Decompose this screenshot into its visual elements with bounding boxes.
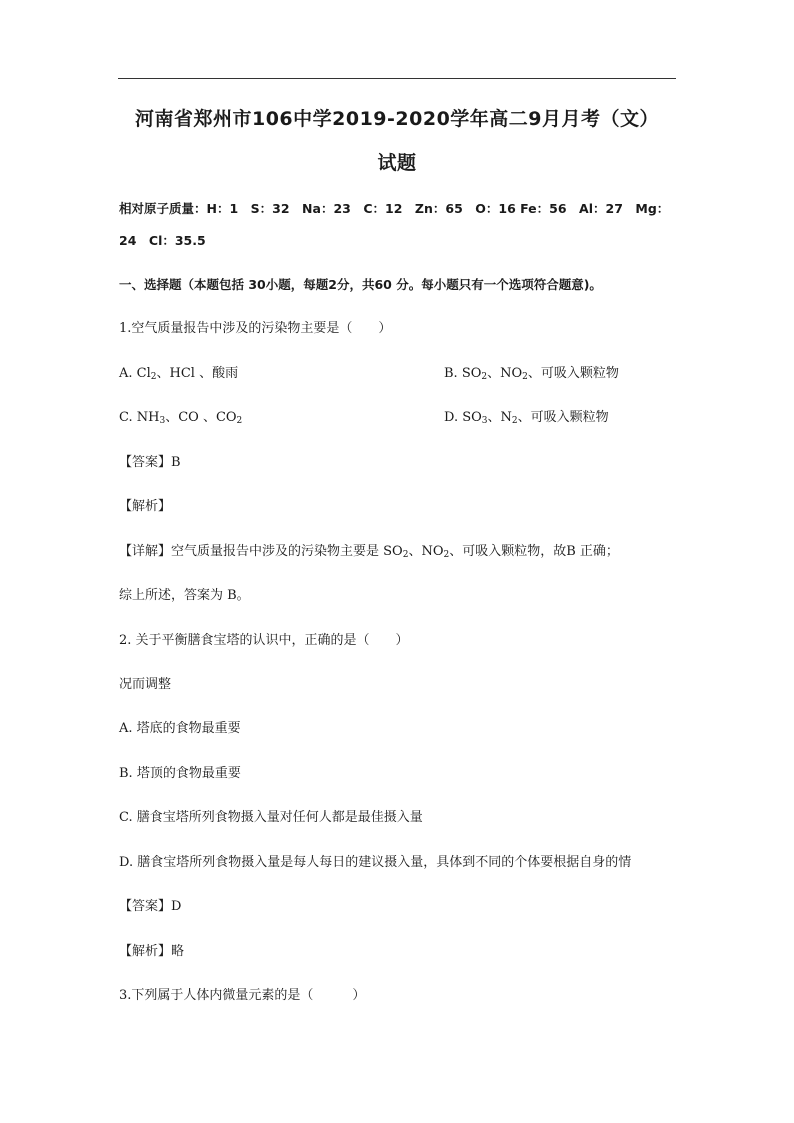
q2-analysis: 【解析】略 [119,944,185,959]
q1-stem: 1.空气质量报告中涉及的污染物主要是（ ） [119,321,392,336]
header-rule [118,78,676,79]
q2-option-b: B. 塔顶的食物最重要 [119,766,241,781]
q1-detail: 【详解】空气质量报告中涉及的污染物主要是 $SO_2$、$NO_2$、可吸入颗粒物，故B 正确； [119,544,619,560]
q1-option-d: D. $SO_3$、$N_2$、可吸入颗粒物 [444,410,609,426]
q3-stem: 3.下列属于人体内微量元素的是（ ） [119,988,366,1003]
q1-option-c: C. $NH_3$、CO 、$CO_2$ [119,410,243,426]
q1-answer: 【答案】B [119,455,181,470]
q2-answer: 【答案】D [119,899,182,914]
atomic-mass-reference-continued: 24 Cl：35.5 [119,233,206,248]
atomic-mass-reference: 相对原子质量：H：1 S：32 Na：23 C：12 Zn：65 O：16 Fe：56 Al：27 Mg： [119,201,670,216]
q1-analysis-label: 【解析】 [119,499,172,514]
document-title: 河南省郑州市106中学2019-2020学年高二9月月考（文） [134,108,660,130]
q1-option-a: A. $Cl_2$、HCl 、酸雨 [119,366,239,382]
q2-option-c: C. 膳食宝塔所列食物摄入量对任何人都是最佳摄入量 [119,810,423,825]
q1-option-b: B. $SO_2$、$NO_2$、可吸入颗粒物 [444,366,619,382]
q2-option-d: D. 膳食宝塔所列食物摄入量是每人每日的建议摄入量，具体到不同的个体要根据自身的情 [119,855,632,870]
section-heading: 一、选择题（本题包括 30小题，每题2分，共60 分。每小题只有一个选项符合题意)。 [119,277,602,292]
q2-option-a: A. 塔底的食物最重要 [119,721,241,736]
q2-stem: 2. 关于平衡膳食宝塔的认识中，正确的是（ ） [119,633,409,648]
q1-summary: 综上所述，答案为 B。 [119,588,250,603]
q2-fragment: 况而调整 [119,677,172,692]
document-title-continued: 试题 [377,152,417,174]
